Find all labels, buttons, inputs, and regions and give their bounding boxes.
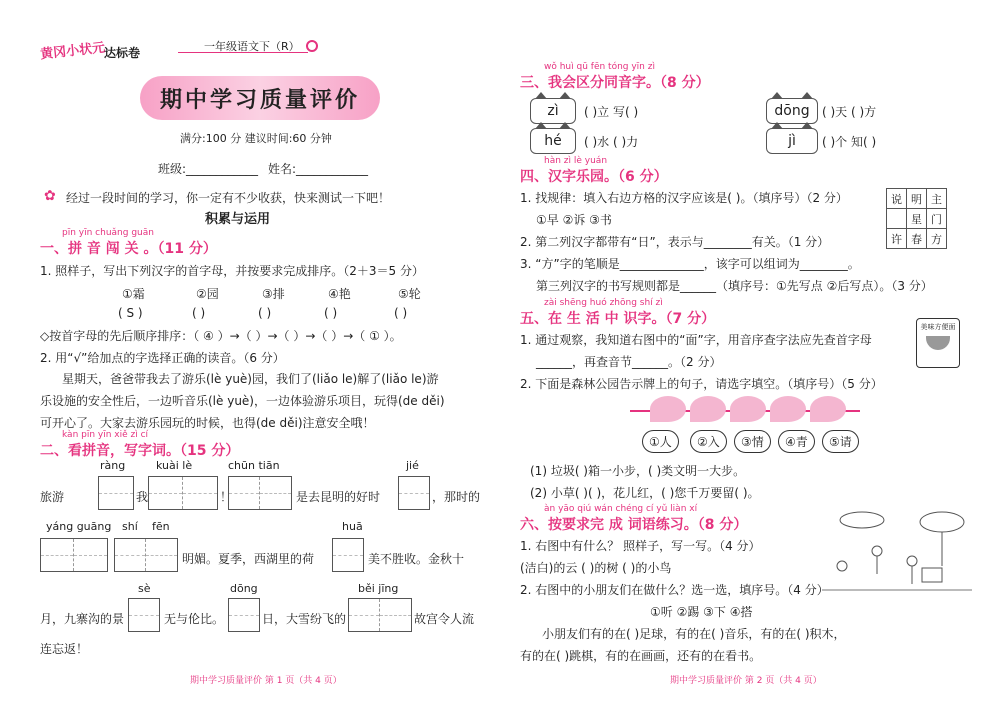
row-text: 美不胜收。金秋十 xyxy=(368,552,465,566)
noodle-pack xyxy=(916,318,960,368)
s4-q3: 3. “方”字的笔顺是______________，该字可以组词为________。 xyxy=(520,257,860,271)
q2-line: 乐设施的安全性后，一边听音乐(lè yuè)，一边体验游乐项目，玩得(de děi) xyxy=(40,394,445,408)
child-head xyxy=(872,546,882,556)
child-head xyxy=(907,556,917,566)
tbl-cell: 方 xyxy=(927,229,947,249)
q1-item: ③排 xyxy=(262,287,285,301)
q2-line: 星期天，爸爸带我去了游乐(lè yuè)园，我们了(liǎo le)解了(liǎo le)游 xyxy=(62,372,439,386)
easel-shape xyxy=(922,568,942,582)
s5-pinyin: zài shēng huó zhōng shí zì xyxy=(544,298,663,308)
cat-card: hé xyxy=(530,128,576,154)
row-text: 是去昆明的好时 xyxy=(296,490,381,504)
option-chip: ④青 xyxy=(778,430,815,453)
meta-info: 满分:100 分 建议时间:60 分钟 xyxy=(180,132,332,145)
row-text: ！ xyxy=(220,490,233,504)
s6-title: 六、按要求完 成 词语练习。（8 分） xyxy=(520,517,748,533)
noodle-label: 美味方便面 xyxy=(920,323,956,331)
tbl-cell-blank[interactable] xyxy=(887,209,907,229)
cat-card: dōng xyxy=(766,98,818,124)
row-text: 月，九寨沟的景 xyxy=(40,612,125,626)
s4-q2: 2. 第二列汉字都带有“日”，表示与________有关。（1 分） xyxy=(520,235,830,249)
leaf-icon xyxy=(810,396,846,422)
s2-pinyin: kàn pīn yīn xiě zì cí xyxy=(62,430,149,440)
row-text: 旅游 xyxy=(40,490,65,504)
write-box[interactable] xyxy=(398,476,430,510)
s5-title: 五、在 生 活 中 识字。（7 分） xyxy=(520,311,716,327)
s1-title: 一、拼 音 闯 关 。（11 分） xyxy=(40,241,217,257)
playground-illustration xyxy=(822,506,972,596)
section-subtitle: 积累与运用 xyxy=(205,208,270,227)
write-box[interactable] xyxy=(228,598,260,632)
option-chip: ②入 xyxy=(690,430,727,453)
write-box[interactable] xyxy=(128,598,160,632)
s6-line[interactable]: 小朋友们有的在( )足球，有的在( )音乐，有的在( )积木， xyxy=(542,627,846,641)
q1-letter[interactable]: ( ) xyxy=(324,306,338,320)
s3-row[interactable]: ( )个 知( ) xyxy=(822,135,877,149)
cat-card: zì xyxy=(530,98,576,124)
cloud-shape xyxy=(840,512,884,528)
page-title: 期中学习质量评价 xyxy=(159,87,360,113)
butterfly-icon: ✿ xyxy=(44,188,56,204)
tbl-cell: 许 xyxy=(887,229,907,249)
row-text: 故宫令人流 xyxy=(414,612,475,626)
s4-pinyin: hàn zì lè yuán xyxy=(544,156,608,166)
row-text: 日，大雪纷飞的 xyxy=(262,612,347,626)
q1-item: ①霜 xyxy=(122,287,145,301)
ball-shape xyxy=(837,561,847,571)
q1-text: 1. 照样子，写出下列汉字的首字母，并按要求完成排序。（2＋3＝5 分） xyxy=(40,264,424,278)
tbl-cell: 门 xyxy=(927,209,947,229)
row-text: 明媚。夏季，西湖里的荷 xyxy=(182,552,315,566)
brand-suffix: 达标卷 xyxy=(104,46,141,60)
option-chip: ①人 xyxy=(642,430,679,453)
s4-q1-options: ①早 ②诉 ③书 xyxy=(536,213,612,227)
pinyin-label: shí xyxy=(122,520,138,533)
s5-line[interactable]: (1) 垃圾( )箱一小步，( )类文明一大步。 xyxy=(530,464,746,478)
s2-title: 二、看拼音，写字词。（15 分） xyxy=(40,443,240,459)
s5-q1b: ______，再查音节______。（2 分） xyxy=(536,355,722,369)
tbl-cell: 明 xyxy=(907,189,927,209)
q1-item: ⑤轮 xyxy=(398,287,421,301)
cat-card: jì xyxy=(766,128,818,154)
s5-q1: 1. 通过观察，我知道右图中的“面”字，用音序查字法应先查首字母 xyxy=(520,333,872,347)
q1-item: ④艳 xyxy=(328,287,351,301)
row-text: 无与伦比。 xyxy=(164,612,225,626)
write-box[interactable] xyxy=(348,598,412,632)
bowl-icon xyxy=(926,336,950,350)
pinyin-label: huā xyxy=(342,520,363,533)
q1-letter[interactable]: ( ) xyxy=(258,306,272,320)
option-chip: ③情 xyxy=(734,430,771,453)
write-box[interactable] xyxy=(40,538,108,572)
s3-row[interactable]: ( )立 写( ) xyxy=(584,105,639,119)
s6-options: ①听 ②踢 ③下 ④搭 xyxy=(650,605,753,619)
name-field[interactable]: 姓名:____________ xyxy=(268,162,369,176)
class-field[interactable]: 班级:____________ xyxy=(158,162,259,176)
pinyin-label: dōng xyxy=(230,582,258,595)
q2-line: 可开心了。大家去游乐园玩的时候，也得(de děi)注意安全哦！ xyxy=(40,416,375,430)
leaf-icon xyxy=(730,396,766,422)
write-box[interactable] xyxy=(114,538,178,572)
q1-item: ②园 xyxy=(196,287,219,301)
s4-title: 四、汉字乐园。（6 分） xyxy=(520,169,668,185)
s6-q2: 2. 右图中的小朋友们在做什么？选一选，填序号。（4 分） xyxy=(520,583,829,597)
q1-letter: ( S ) xyxy=(118,306,143,320)
pattern-table xyxy=(886,188,947,249)
s1-pinyin: pīn yīn chuǎng guān xyxy=(62,228,154,238)
s3-row[interactable]: ( )水 ( )力 xyxy=(584,135,639,149)
pinyin-label: běi jīng xyxy=(358,582,399,595)
s3-pinyin: wǒ huì qū fēn tóng yīn zì xyxy=(544,62,655,72)
tree-canopy xyxy=(920,512,964,532)
tbl-cell: 说 xyxy=(887,189,907,209)
write-box[interactable] xyxy=(228,476,292,510)
tbl-cell: 春 xyxy=(907,229,927,249)
pinyin-label: fēn xyxy=(152,520,170,533)
s6-q1b[interactable]: (洁白)的云 ( )的树 ( )的小鸟 xyxy=(520,561,672,575)
right-page xyxy=(500,0,1000,711)
page-footer: 期中学习质量评价 第 2 页（共 4 页） xyxy=(670,676,822,686)
intro-text: 经过一段时间的学习，你一定有不少收获，快来测试一下吧！ xyxy=(66,191,391,205)
s3-row[interactable]: ( )天 ( )方 xyxy=(822,105,877,119)
tbl-cell: 星 xyxy=(907,209,927,229)
page-footer: 期中学习质量评价 第 1 页（共 4 页） xyxy=(190,676,342,686)
row-text: 我 xyxy=(136,490,149,504)
write-box[interactable] xyxy=(98,476,134,510)
s6-pinyin: àn yāo qiú wán chéng cí yǔ liàn xí xyxy=(544,504,698,514)
grade-label: 一年级语文下（R） xyxy=(204,40,300,53)
s5-line[interactable]: (2) 小草( )( )，花儿红，( )您千万要留( )。 xyxy=(530,486,760,500)
q2-text: 2. 用“√”给加点的字选择正确的读音。（6 分） xyxy=(40,351,285,365)
s6-line[interactable]: 有的在( )跳棋，有的在画画，还有的在看书。 xyxy=(520,649,762,663)
option-chip: ⑤请 xyxy=(822,430,859,453)
s4-q1: 1. 找规律：填入右边方格的汉字应该是( )。（填序号）（2 分） xyxy=(520,191,848,205)
pinyin-label: yáng guāng xyxy=(46,520,112,533)
leaf-icon xyxy=(690,396,726,422)
tbl-cell: 主 xyxy=(927,189,947,209)
s4-q3b: 第三列汉字的书写规则都是______（填序号：①先写点 ②后写点）。（3 分） xyxy=(536,279,933,293)
write-box[interactable] xyxy=(148,476,218,510)
leaf-icon xyxy=(650,396,686,422)
leaf-icon xyxy=(770,396,806,422)
row-text: 连忘返！ xyxy=(40,642,89,656)
pinyin-label: ràng xyxy=(100,459,126,472)
row-text: ，那时的 xyxy=(432,490,481,504)
s5-q2: 2. 下面是森林公园告示牌上的句子，请选字填空。（填序号）（5 分） xyxy=(520,377,883,391)
spiral-icon xyxy=(306,40,318,52)
pinyin-label: jié xyxy=(406,459,419,472)
pinyin-label: chūn tiān xyxy=(228,459,280,472)
pinyin-label: sè xyxy=(138,582,151,595)
q1-letter[interactable]: ( ) xyxy=(394,306,408,320)
q1-letter[interactable]: ( ) xyxy=(192,306,206,320)
pinyin-label: kuài lè xyxy=(156,459,193,472)
write-box[interactable] xyxy=(332,538,364,572)
s6-q1: 1. 右图中有什么？ 照样子，写一写。（4 分） xyxy=(520,539,761,553)
q1-order: ◇按首字母的先后顺序排序：（ ④ ）→（ ）→（ ）→（ ）→（ ① ）。 xyxy=(40,329,402,343)
s3-title: 三、我会区分同音字。（8 分） xyxy=(520,75,710,91)
brand-logo: 黄冈小状元 xyxy=(39,40,106,63)
title-banner xyxy=(140,76,380,120)
